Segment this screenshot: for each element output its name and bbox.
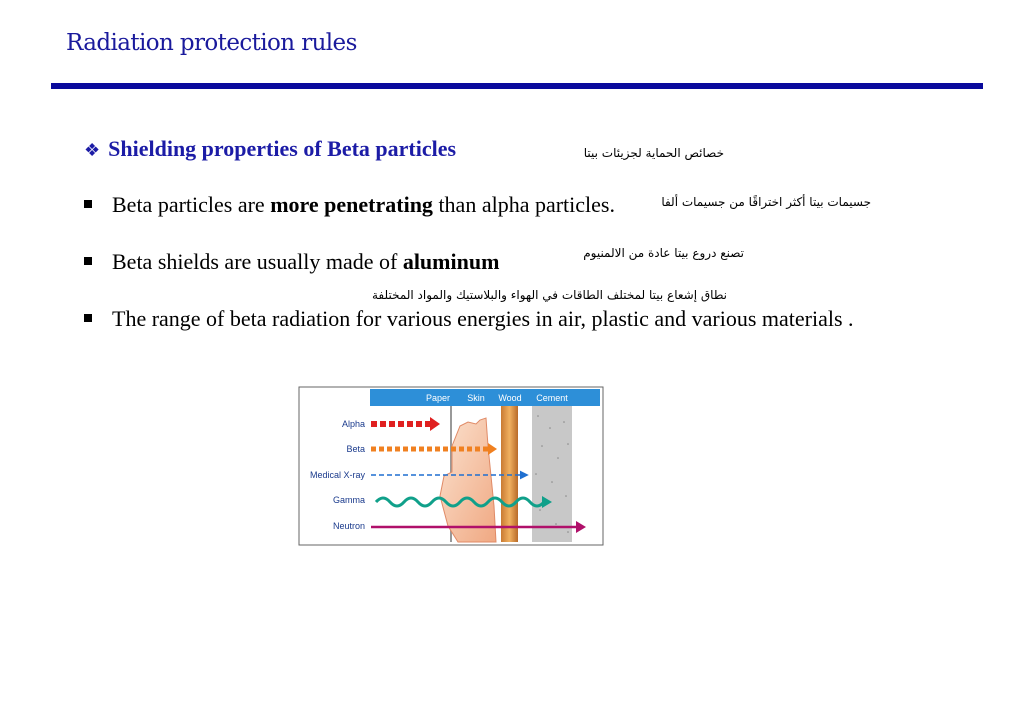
bullet-item — [84, 306, 854, 332]
section-heading — [84, 136, 456, 162]
ray-label-xray: Medical X-ray — [309, 470, 365, 480]
bullet-item — [84, 192, 615, 218]
section-heading-text: Shielding properties of Beta particles — [108, 136, 457, 161]
column-label-paper: Paper — [425, 393, 451, 403]
ray-label-gamma: Gamma — [332, 495, 365, 505]
column-label-cement: Cement — [536, 393, 568, 403]
shielding-diagram-svg — [298, 386, 604, 546]
cement-block — [532, 406, 572, 542]
bullet-text-bold: more penetrating — [270, 192, 433, 217]
bullet-text-pre: Beta shields are usually made of — [112, 249, 403, 274]
square-bullet-icon — [84, 257, 92, 265]
bullet-arabic: جسيمات بيتا أكثر اختراقًا من جسيمات ألفا — [661, 195, 871, 209]
bullet-text-post: than alpha particles. — [432, 192, 615, 217]
page-title: Radiation protection rules — [66, 30, 357, 56]
bullet-text-pre: Beta particles are — [112, 192, 271, 217]
bullet-item — [84, 249, 499, 275]
square-bullet-icon — [84, 314, 92, 322]
shielding-diagram — [298, 386, 604, 546]
diamond-bullet-icon: ❖ — [84, 140, 101, 160]
title-divider — [51, 83, 983, 89]
section-heading-arabic: خصائص الحماية لجزيئات بيتا — [583, 146, 724, 160]
ray-label-alpha: Alpha — [341, 419, 365, 429]
ray-label-beta: Beta — [346, 444, 365, 454]
column-label-skin: Skin — [467, 393, 485, 403]
bullet-arabic: نطاق إشعاع بيتا لمختلف الطاقات في الهواء والبلاستيك والمواد المختلفة — [371, 288, 727, 302]
bullet-text-bold: aluminum — [402, 249, 500, 274]
bullet-text: The range of beta radiation for various energies in air, plastic and various materials . — [112, 306, 854, 331]
bullet-arabic: تصنع دروع بيتا عادة من الالمنيوم — [583, 246, 744, 260]
column-label-wood: Wood — [498, 393, 522, 403]
ray-label-neutron: Neutron — [332, 521, 365, 531]
square-bullet-icon — [84, 200, 92, 208]
wood-board — [501, 406, 518, 542]
